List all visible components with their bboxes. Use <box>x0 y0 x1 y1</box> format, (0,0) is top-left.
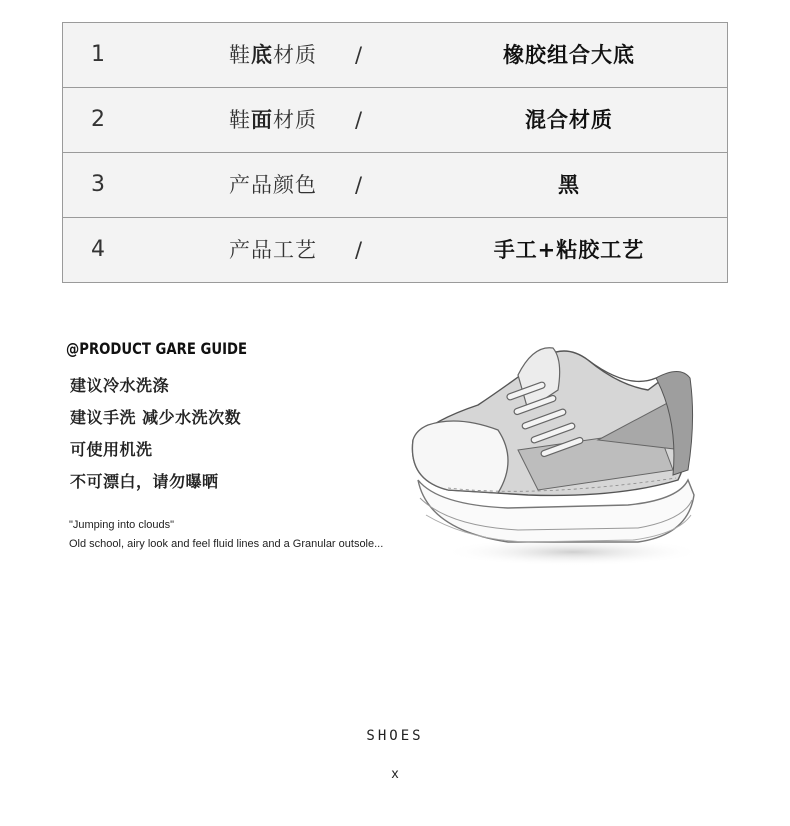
spec-label: 鞋面材质 <box>229 108 317 132</box>
spec-row <box>63 23 727 88</box>
care-guide-item: 可使用机洗 <box>70 440 153 459</box>
care-guide-list <box>70 374 241 502</box>
spec-row <box>63 88 727 153</box>
spec-separator: / <box>355 108 363 132</box>
spec-value: 混合材质 <box>525 108 613 132</box>
spec-number: 1 <box>91 42 105 67</box>
tagline-description: Old school, airy look and feel fluid lines and a Granular outsole... <box>69 538 384 550</box>
spec-separator: / <box>355 43 363 67</box>
sneaker-illustration <box>388 330 708 575</box>
spec-row <box>63 153 727 218</box>
care-guide-item: 不可漂白，请勿曝晒 <box>70 472 219 491</box>
care-guide-item: 建议冷水洗涤 <box>70 376 170 395</box>
spec-label: 产品颜色 <box>229 173 317 197</box>
spec-number: 4 <box>91 237 105 262</box>
spec-table <box>62 22 728 283</box>
spec-row <box>63 218 727 282</box>
tagline-quote: "Jumping into clouds" <box>69 519 175 531</box>
spec-separator: / <box>355 238 363 262</box>
close-icon[interactable]: x <box>391 765 399 781</box>
spec-label: 鞋底材质 <box>229 43 317 67</box>
care-guide-title: @PRODUCT GARE GUIDE <box>66 339 248 358</box>
spec-value: 手工+粘胶工艺 <box>493 238 645 262</box>
care-guide-item: 建议手洗 减少水洗次数 <box>70 408 242 427</box>
spec-value: 橡胶组合大底 <box>503 43 635 67</box>
footer-label: SHOES <box>366 728 424 744</box>
spec-number: 3 <box>91 172 105 197</box>
spec-label: 产品工艺 <box>229 238 317 262</box>
spec-value: 黑 <box>558 173 580 197</box>
spec-number: 2 <box>91 107 105 132</box>
spec-separator: / <box>355 173 363 197</box>
